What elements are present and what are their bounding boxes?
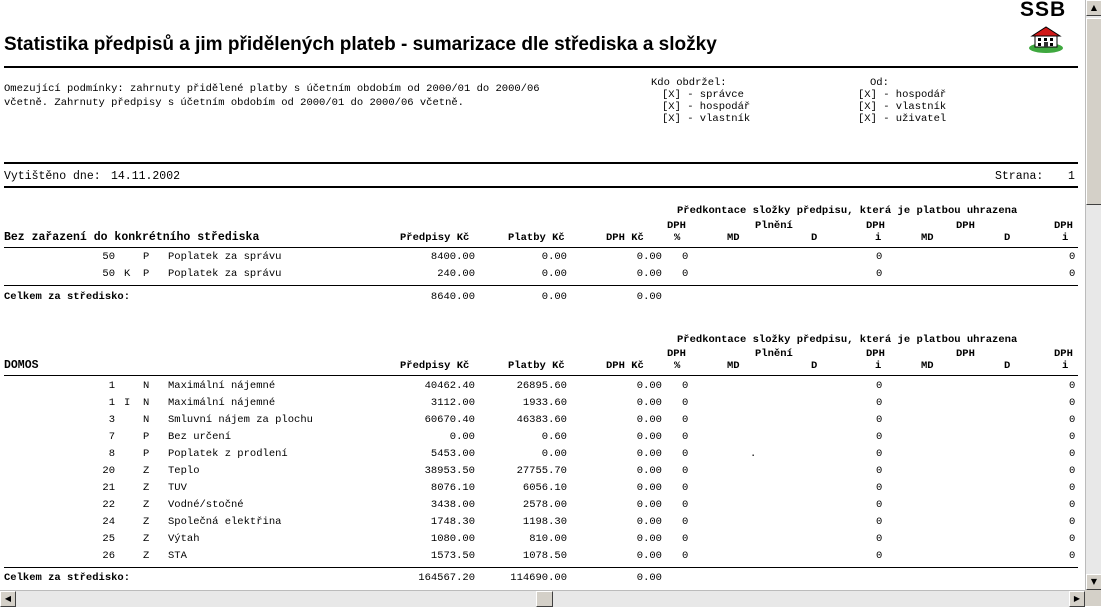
- total-predpisy: 8640.00: [430, 291, 475, 303]
- row-platby: 0.00: [541, 251, 567, 263]
- row-dph-i2: 0: [1069, 499, 1076, 511]
- row-type: P: [143, 448, 150, 460]
- row-dph-pct: 0: [682, 397, 689, 409]
- row-flag: K: [124, 268, 131, 280]
- col-md: MD: [921, 360, 934, 372]
- total-dph: 0.00: [636, 291, 662, 303]
- row-dph-i: 0: [876, 550, 883, 562]
- row-platby: 1933.60: [522, 397, 567, 409]
- row-predpisy: 5453.00: [430, 448, 475, 460]
- row-type: P: [143, 251, 150, 263]
- scroll-down-icon[interactable]: ▼: [1086, 574, 1101, 590]
- total-label: Celkem za středisko:: [4, 572, 131, 584]
- row-dph-i2: 0: [1069, 397, 1076, 409]
- printed-date: 14.11.2002: [111, 170, 181, 183]
- row-platby: 2578.00: [522, 499, 567, 511]
- row-predpisy: 60670.40: [424, 414, 475, 426]
- row-dph: 0.00: [636, 516, 662, 528]
- row-dph: 0.00: [636, 268, 662, 280]
- col-dph-i-top: DPH: [866, 348, 885, 360]
- horizontal-scroll-thumb[interactable]: [536, 591, 553, 607]
- row-dph-i2: 0: [1069, 268, 1076, 280]
- row-dph: 0.00: [636, 533, 662, 545]
- conditions-line-1: Omezující podmínky: zahrnuty přidělené platby s účetním obdobím od 2000/01 do 2000/06: [4, 83, 540, 95]
- col-dph-i-top: DPH: [866, 220, 885, 232]
- od-item: [X] - vlastník: [858, 101, 947, 113]
- col-dph: DPH Kč: [606, 232, 644, 244]
- row-dph-i2: 0: [1069, 448, 1076, 460]
- row-code: 1: [108, 380, 115, 392]
- row-dph-i: 0: [876, 448, 883, 460]
- row-platby: 46383.60: [516, 414, 567, 426]
- scrollbar-corner: [1085, 590, 1101, 606]
- row-dph-pct: 0: [682, 380, 689, 392]
- row-dph-i2: 0: [1069, 465, 1076, 477]
- table-row: [0, 448, 1085, 465]
- divider: [4, 162, 1078, 164]
- row-predpisy: 8076.10: [430, 482, 475, 494]
- row-type: Z: [143, 465, 150, 477]
- row-dph-i: 0: [876, 431, 883, 443]
- row-predpisy: 40462.40: [424, 380, 475, 392]
- row-code: 22: [102, 499, 115, 511]
- row-predpisy: 0.00: [449, 431, 475, 443]
- row-dph: 0.00: [636, 499, 662, 511]
- col-d: D: [1004, 360, 1011, 372]
- row-type: Z: [143, 499, 150, 511]
- row-type: P: [143, 268, 150, 280]
- row-platby: 1198.30: [522, 516, 567, 528]
- table-row: [0, 380, 1085, 397]
- row-type: N: [143, 414, 150, 426]
- row-dph: 0.00: [636, 431, 662, 443]
- table-row: [0, 268, 1085, 285]
- col-dph-i-bottom: i: [875, 360, 882, 372]
- row-type: Z: [143, 482, 150, 494]
- col-dph: DPH Kč: [606, 360, 644, 372]
- table-row: [0, 414, 1085, 431]
- col-md: MD: [727, 232, 740, 244]
- row-name: Poplatek za správu: [168, 268, 282, 280]
- row-predpisy: 1573.50: [430, 550, 475, 562]
- row-dph-i: 0: [876, 499, 883, 511]
- row-code: 24: [102, 516, 115, 528]
- row-dph-i2: 0: [1069, 414, 1076, 426]
- od-label: Od:: [870, 77, 889, 89]
- divider: [4, 247, 1078, 248]
- row-platby: 0.00: [541, 448, 567, 460]
- col-dph-pct-top: DPH: [667, 220, 686, 232]
- row-code: 50: [102, 268, 115, 280]
- row-dph: 0.00: [636, 482, 662, 494]
- house-logo-icon: [1028, 26, 1066, 54]
- page-label: Strana:: [995, 170, 1044, 183]
- kdo-item: [X] - vlastník: [662, 113, 751, 125]
- conditions-line-2: včetně. Zahrnuty předpisy s účetním obdobím od 2000/01 do 2000/06 včetně.: [4, 97, 464, 109]
- vertical-scrollbar[interactable]: [1085, 0, 1101, 590]
- row-dph-i: 0: [876, 397, 883, 409]
- row-code: 25: [102, 533, 115, 545]
- row-type: Z: [143, 516, 150, 528]
- row-dph-i2: 0: [1069, 251, 1076, 263]
- row-name: Bez určení: [168, 431, 232, 443]
- row-dph-i2: 0: [1069, 550, 1076, 562]
- row-dph-i: 0: [876, 380, 883, 392]
- kdo-item: [X] - hospodář: [662, 101, 751, 113]
- vertical-scroll-thumb[interactable]: [1086, 18, 1101, 205]
- row-dph-pct: 0: [682, 448, 689, 460]
- total-dph: 0.00: [636, 572, 662, 584]
- row-name: Poplatek z prodlení: [168, 448, 288, 460]
- row-dph-i2: 0: [1069, 516, 1076, 528]
- row-platby: 1078.50: [522, 550, 567, 562]
- row-platby: 6056.10: [522, 482, 567, 494]
- row-predpisy: 1080.00: [430, 533, 475, 545]
- horizontal-scrollbar[interactable]: [0, 590, 1085, 607]
- total-row: [0, 291, 1085, 308]
- col-plneni: Plnění: [755, 220, 793, 232]
- row-dph: 0.00: [636, 380, 662, 392]
- row-code: 26: [102, 550, 115, 562]
- row-code: 20: [102, 465, 115, 477]
- row-code: 7: [108, 431, 115, 443]
- row-name: Vodné/stočné: [168, 499, 244, 511]
- row-code: 8: [108, 448, 115, 460]
- row-predpisy: 1748.30: [430, 516, 475, 528]
- table-row: [0, 516, 1085, 533]
- row-name: TUV: [168, 482, 187, 494]
- col-dph-pct-bottom: %: [674, 232, 681, 244]
- kdo-obdrzel-label: Kdo obdržel:: [651, 77, 727, 89]
- od-item: [X] - uživatel: [858, 113, 947, 125]
- row-platby: 810.00: [529, 533, 567, 545]
- row-name: Výtah: [168, 533, 200, 545]
- predkontace-heading: Předkontace složky předpisu, která je platbou uhrazena: [677, 334, 1018, 346]
- printed-label: Vytištěno dne:: [4, 170, 101, 183]
- row-dph-i: 0: [876, 414, 883, 426]
- col-dph2-top: DPH: [956, 220, 975, 232]
- divider: [4, 186, 1078, 188]
- row-name: Poplatek za správu: [168, 251, 282, 263]
- predkontace-heading: Předkontace složky předpisu, která je platbou uhrazena: [677, 205, 1018, 217]
- col-md: MD: [727, 360, 740, 372]
- row-dph: 0.00: [636, 465, 662, 477]
- row-type: Z: [143, 550, 150, 562]
- col-plneni: Plnění: [755, 348, 793, 360]
- scroll-left-icon[interactable]: ◀: [0, 591, 16, 607]
- total-predpisy: 164567.20: [418, 572, 475, 584]
- row-predpisy: 240.00: [437, 268, 475, 280]
- divider: [4, 375, 1078, 376]
- row-predpisy: 38953.50: [424, 465, 475, 477]
- row-dph-pct: 0: [682, 431, 689, 443]
- row-dph-pct: 0: [682, 533, 689, 545]
- row-dph-i: 0: [876, 251, 883, 263]
- col-predpisy: Předpisy Kč: [400, 360, 470, 372]
- row-dph-i: 0: [876, 516, 883, 528]
- row-type: N: [143, 380, 150, 392]
- table-row: [0, 482, 1085, 499]
- row-dph-i: 0: [876, 268, 883, 280]
- row-predpisy: 8400.00: [430, 251, 475, 263]
- row-code: 21: [102, 482, 115, 494]
- row-dph-i2: 0: [1069, 380, 1076, 392]
- total-label: Celkem za středisko:: [4, 291, 131, 303]
- row-dph: 0.00: [636, 414, 662, 426]
- col-d: D: [1004, 232, 1011, 244]
- page-number: 1: [1068, 170, 1075, 183]
- total-platby: 0.00: [541, 291, 567, 303]
- row-platby: 0.60: [541, 431, 567, 443]
- row-dph: 0.00: [636, 448, 662, 460]
- row-dph-pct: 0: [682, 465, 689, 477]
- row-dph: 0.00: [636, 397, 662, 409]
- row-dph-i: 0: [876, 465, 883, 477]
- row-type: P: [143, 431, 150, 443]
- row-dph-pct: 0: [682, 414, 689, 426]
- row-type: Z: [143, 533, 150, 545]
- row-type: N: [143, 397, 150, 409]
- row-dph-pct: 0: [682, 516, 689, 528]
- table-row: [0, 251, 1085, 268]
- row-name: Teplo: [168, 465, 200, 477]
- row-dph-i2: 0: [1069, 482, 1076, 494]
- scroll-right-icon[interactable]: ▶: [1069, 591, 1085, 607]
- col-dph2-top: DPH: [956, 348, 975, 360]
- col-dph-pct-top: DPH: [667, 348, 686, 360]
- row-dph: 0.00: [636, 550, 662, 562]
- row-name: Maximální nájemné: [168, 380, 276, 392]
- row-dph-pct: 0: [682, 251, 689, 263]
- row-platby: 0.00: [541, 268, 567, 280]
- row-platby: 26895.60: [516, 380, 567, 392]
- table-row: [0, 499, 1085, 516]
- row-predpisy: 3438.00: [430, 499, 475, 511]
- col-d: D: [811, 232, 818, 244]
- row-name: STA: [168, 550, 187, 562]
- row-dph-pct: 0: [682, 550, 689, 562]
- row-dph: 0.00: [636, 251, 662, 263]
- row-dph-pct: 0: [682, 268, 689, 280]
- col-d: D: [811, 360, 818, 372]
- col-dph-pct-bottom: %: [674, 360, 681, 372]
- col-platby: Platby Kč: [508, 232, 565, 244]
- table-row: [0, 533, 1085, 550]
- col-md: MD: [921, 232, 934, 244]
- total-row: [0, 572, 1085, 589]
- row-name: Maximální nájemné: [168, 397, 276, 409]
- row-code: 1: [108, 397, 115, 409]
- table-row: [0, 465, 1085, 482]
- total-platby: 114690.00: [510, 572, 567, 584]
- col-dph-i2-bottom: i: [1062, 232, 1069, 244]
- section-name: DOMOS: [4, 359, 39, 372]
- row-code: 3: [108, 414, 115, 426]
- row-platby: 27755.70: [516, 465, 567, 477]
- row-dph-pct: 0: [682, 482, 689, 494]
- row-predpisy: 3112.00: [430, 397, 475, 409]
- row-code: 50: [102, 251, 115, 263]
- divider: [4, 285, 1078, 286]
- row-dph-i: 0: [876, 482, 883, 494]
- row-name: Společná elektřina: [168, 516, 282, 528]
- row-dph-pct: 0: [682, 499, 689, 511]
- scroll-up-icon[interactable]: ▲: [1086, 0, 1101, 16]
- row-dph-i: 0: [876, 533, 883, 545]
- row-flag: I: [124, 397, 131, 409]
- col-predpisy: Předpisy Kč: [400, 232, 470, 244]
- row-name: Smluvní nájem za plochu: [168, 414, 313, 426]
- col-platby: Platby Kč: [508, 360, 565, 372]
- col-dph-i2-top: DPH: [1054, 348, 1073, 360]
- col-dph-i2-bottom: i: [1062, 360, 1069, 372]
- section-name: Bez zařazení do konkrétního střediska: [4, 231, 260, 244]
- report-title: Statistika předpisů a jim přidělených plateb - sumarizace dle střediska a složky: [4, 34, 717, 55]
- col-dph-i2-top: DPH: [1054, 220, 1073, 232]
- col-dph-i-bottom: i: [875, 232, 882, 244]
- table-row: [0, 550, 1085, 567]
- table-row: [0, 397, 1085, 414]
- divider: [4, 66, 1078, 68]
- row-dph-i2: 0: [1069, 533, 1076, 545]
- kdo-item: [X] - správce: [662, 89, 744, 101]
- row-dph-i2: 0: [1069, 431, 1076, 443]
- row-mark: .: [750, 448, 757, 460]
- divider: [4, 567, 1078, 568]
- table-row: [0, 431, 1085, 448]
- ssb-logo-text: SSB: [1020, 0, 1067, 21]
- od-item: [X] - hospodář: [858, 89, 947, 101]
